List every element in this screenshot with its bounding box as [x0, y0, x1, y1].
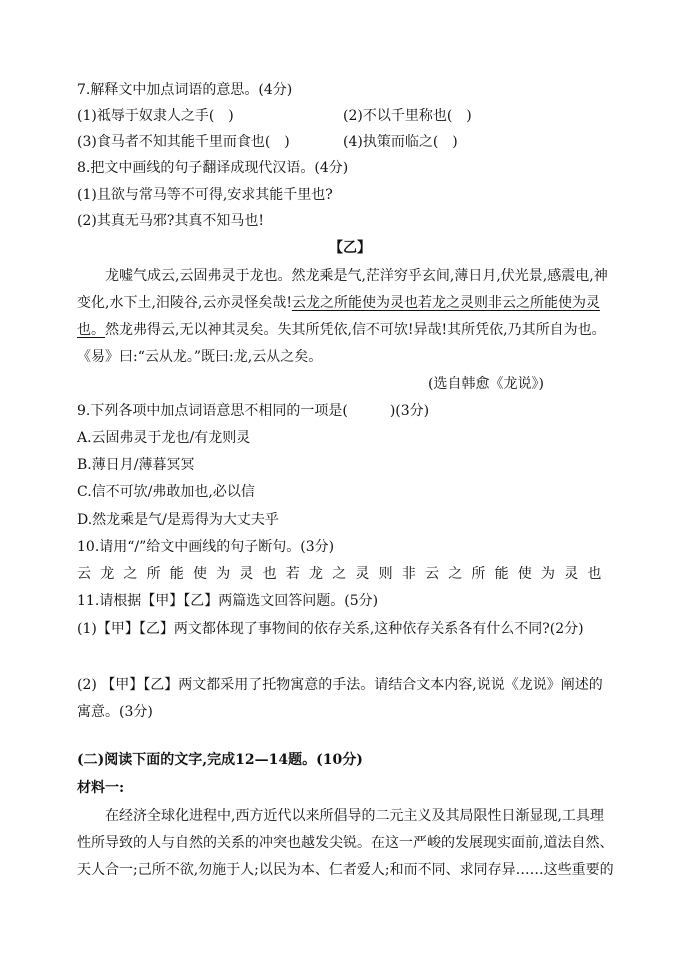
material-1-line-2: 性所导致的人与自然的关系的冲突也越发尖锐。在这一严峻的发展现实面前,道法自然、 — [77, 835, 614, 851]
q7-item-4: (4)执策而临之( ) — [343, 134, 458, 150]
material-1-line-3: 天人合一;己所不欲,勿施于人;以民为本、仁者爱人;和而不同、求同存异……这些重要的 — [77, 862, 614, 878]
material-1-label: 材料一: — [77, 780, 125, 796]
q10-sentence: 云龙之所能使为灵也若龙之灵则非云之所能使为灵也 — [77, 566, 611, 582]
q9-option-b: B.薄日月/薄暮冥冥 — [77, 457, 195, 473]
section-2-title: (二)阅读下面的文字,完成12—14题。(10分) — [77, 752, 363, 768]
underlined-sentence-end: 也。 — [77, 322, 105, 338]
passage-line-2-text: 变化,水下土,汨陵谷,云亦灵怪矣哉! — [77, 295, 292, 311]
passage-line-4: 《易》曰:“云从龙。”既曰:龙,云从之矣。 — [77, 349, 323, 365]
q9-option-c: C.信不可欤/弗敢加也,必以信 — [77, 484, 255, 500]
q11-part-2-line-1: (2) 【甲】【乙】两文都采用了托物寓意的手法。请结合文本内容,说说《龙说》阐述的 — [77, 677, 603, 693]
q9-option-a: A.云固弗灵于龙也/有龙则灵 — [77, 430, 251, 446]
q8-title: 8.把文中画线的句子翻译成现代汉语。(4分) — [77, 160, 349, 176]
underlined-sentence: 云龙之所能使为灵也若龙之灵则非云之所能使为灵 — [291, 295, 600, 311]
q7-title: 7.解释文中加点词语的意思。(4分) — [77, 82, 293, 98]
passage-line-1: 龙嘘气成云,云固弗灵于龙也。然龙乘是气,茫洋穷乎玄间,薄日月,伏光景,感震电,神 — [105, 268, 608, 284]
q7-item-3: (3)食马者不知其能千里而食也( ) — [77, 134, 290, 150]
passage-line-3-text: 然龙弗得云,无以神其灵矣。失其所凭依,信不可欤!异哉!其所凭依,乃其所自为也。 — [105, 322, 606, 338]
q10-title: 10.请用“/”给文中画线的句子断句。(3分) — [77, 539, 335, 555]
q7-item-1: (1)祗辱于奴隶人之手( ) — [77, 108, 234, 124]
passage-line-3 — [77, 320, 606, 340]
passage-heading: 【乙】 — [329, 240, 371, 256]
q8-item-2: (2)其真无马邪?其真不知马也! — [77, 213, 264, 229]
q7-item-2: (2)不以千里称也( ) — [343, 108, 472, 124]
material-1-line-1: 在经济全球化进程中,西方近代以来所倡导的二元主义及其局限性日渐显现,工具理 — [105, 808, 604, 824]
q9-title: 9.下列各项中加点词语意思不相同的一项是( )(3分) — [77, 403, 430, 419]
q11-part-2-line-2: 寓意。(3分) — [77, 704, 153, 720]
q11-title: 11.请根据【甲】【乙】两篇选文回答问题。(5分) — [77, 593, 379, 609]
q9-option-d: D.然龙乘是气/是焉得为大丈夫乎 — [77, 512, 279, 528]
q8-item-1: (1)且欲与常马等不可得,安求其能千里也? — [77, 187, 333, 203]
q11-part-1: (1)【甲】【乙】两文都体现了事物间的依存关系,这种依存关系各有什么不同?(2分) — [77, 621, 584, 637]
passage-line-2 — [77, 293, 600, 313]
passage-source: (选自韩愈《龙说》) — [428, 376, 544, 392]
